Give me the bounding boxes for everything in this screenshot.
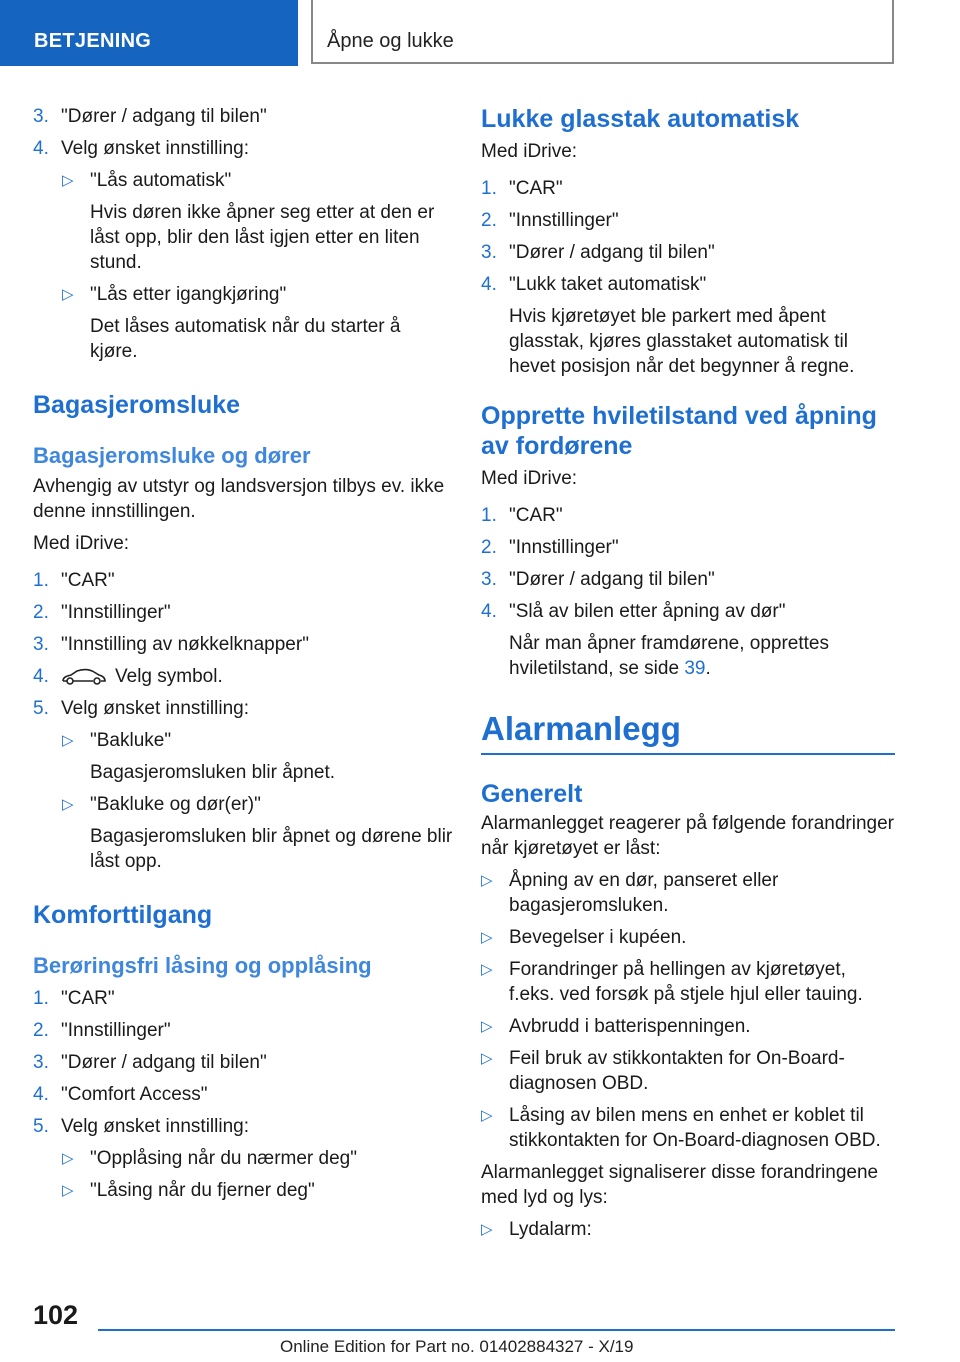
triangle-right-icon: ▷	[481, 1018, 493, 1035]
left-column	[33, 96, 453, 1203]
list-item: 3. "Dører / adgang til bilen"	[481, 242, 715, 263]
right-column	[481, 96, 895, 1242]
option-description: Det låses automatisk når du starter å kjøre.	[90, 316, 401, 362]
option-item: ▷ "Bakluke og dør(er)"	[62, 794, 261, 815]
triangle-right-icon: ▷	[481, 961, 493, 978]
intro-list	[33, 104, 453, 364]
bullet-item: ▷ Avbrudd i batterispenningen.	[481, 1016, 751, 1037]
chapter-tab	[311, 0, 894, 64]
list-item: 3. "Innstilling av nøkkelknapper"	[33, 634, 309, 655]
list-item: 2. "Innstillinger"	[33, 602, 171, 623]
option-item: ▷ "Lås automatisk"	[62, 170, 232, 191]
list-item: 5. Velg ønsket innstilling:	[33, 698, 249, 719]
bagasje-list	[33, 568, 453, 874]
list-item: 4. Velg symbol.	[33, 666, 223, 687]
list-item: 4. Velg ønsket innstilling:	[33, 138, 249, 159]
paragraph: Med iDrive:	[481, 141, 578, 162]
section-title: BETJENING	[34, 30, 152, 52]
triangle-right-icon: ▷	[62, 796, 74, 813]
list-item: 1. "CAR"	[33, 570, 115, 591]
generelt-list	[481, 868, 895, 1153]
paragraph: Med iDrive:	[481, 468, 578, 489]
page-header	[0, 0, 960, 66]
bullet-item: ▷ Lydalarm:	[481, 1219, 592, 1240]
triangle-right-icon: ▷	[62, 286, 74, 303]
paragraph: Alarmanlegget signaliserer disse forandringene med lyd og lys:	[481, 1162, 879, 1208]
triangle-right-icon: ▷	[62, 172, 74, 189]
heading-rule	[481, 753, 895, 755]
triangle-right-icon: ▷	[62, 1150, 74, 1167]
paragraph: Avhengig av utstyr og landsversjon tilbys ev. ikke denne innstillingen.	[33, 476, 445, 522]
triangle-right-icon: ▷	[481, 929, 493, 946]
triangle-right-icon: ▷	[62, 1182, 74, 1199]
triangle-right-icon: ▷	[481, 1221, 493, 1238]
paragraph: Alarmanlegget reagerer på følgende forandringer når kjøretøyet er låst:	[481, 813, 894, 859]
bullet-item: ▷ Åpning av en dør, panseret eller bagasjeromsluken.	[481, 870, 779, 916]
option-item: ▷ "Bakluke"	[62, 730, 172, 751]
list-item: 4. "Comfort Access"	[33, 1084, 208, 1105]
item-description: Hvis kjøretøyet ble parkert med åpent glasstak, kjøres glasstaket automatisk til hevet posisjon når det begynner å regne.	[509, 306, 855, 377]
list-item: 4. "Slå av bilen etter åpning av dør"	[481, 601, 786, 622]
triangle-right-icon: ▷	[481, 1107, 493, 1124]
list-item: 1. "CAR"	[33, 988, 115, 1009]
heading-hviletilstand: Opprette hviletilstand ved åpning av fordørene	[481, 402, 877, 460]
list-item: 2. "Innstillinger"	[33, 1020, 171, 1041]
paragraph: Med iDrive:	[33, 533, 130, 554]
heading-lukke-glasstak: Lukke glasstak automatisk	[481, 105, 800, 133]
option-description: Bagasjeromsluken blir åpnet og dørene blir låst opp.	[90, 826, 453, 872]
footer-edition: Online Edition for Part no. 01402884327 - X/19	[280, 1337, 634, 1356]
hvile-list	[481, 503, 895, 681]
list-item: 4. "Lukk taket automatisk"	[481, 274, 707, 295]
list-item: 1. "CAR"	[481, 178, 563, 199]
car-icon	[61, 667, 107, 687]
option-description: Bagasjeromsluken blir åpnet.	[90, 762, 336, 783]
bullet-item: ▷ Bevegelser i kupéen.	[481, 927, 687, 948]
list-item: 5. Velg ønsket innstilling:	[33, 1116, 249, 1137]
list-item: 1. "CAR"	[481, 505, 563, 526]
bullet-item: ▷ Forandringer på hellingen av kjøretøyet, f.eks. ved forsøk på stjele hjul eller tauing.	[481, 959, 863, 1005]
heading-alarmanlegg: Alarmanlegg	[481, 710, 681, 747]
triangle-right-icon: ▷	[62, 732, 74, 749]
triangle-right-icon: ▷	[481, 1050, 493, 1067]
list-item: 2. "Innstillinger"	[481, 210, 619, 231]
page-link[interactable]: 39	[684, 658, 706, 679]
subheading-beroringsfri: Berøringsfri låsing og opplåsing	[33, 953, 372, 978]
list-item: 3. "Dører / adgang til bilen"	[33, 106, 267, 127]
glass-list	[481, 176, 895, 379]
option-item: ▷ "Opplåsing når du nærmer deg"	[62, 1148, 357, 1169]
chapter-title: Åpne og lukke	[327, 30, 454, 52]
komfort-list	[33, 986, 453, 1203]
heading-bagasjeromsluke: Bagasjeromsluke	[33, 391, 241, 419]
list-item: 2. "Innstillinger"	[481, 537, 619, 558]
heading-komforttilgang: Komforttilgang	[33, 901, 213, 929]
triangle-right-icon: ▷	[481, 872, 493, 889]
option-description: Hvis døren ikke åpner seg etter at den er låst opp, blir den låst igjen etter en liten stund.	[90, 202, 435, 273]
section-tab	[0, 0, 298, 66]
option-item: ▷ "Låsing når du fjerner deg"	[62, 1180, 315, 1201]
heading-generelt: Generelt	[481, 780, 583, 808]
subheading-bagasjeromsluke-dorer: Bagasjeromsluke og dører	[33, 443, 311, 468]
item-description: Når man åpner framdørene, opprettes hviletilstand, se side 39.	[509, 633, 829, 679]
bullet-item: ▷ Feil bruk av stikkontakten for On-Board-diagnosen OBD.	[481, 1048, 845, 1094]
list-item: 3. "Dører / adgang til bilen"	[481, 569, 715, 590]
bullet-item: ▷ Låsing av bilen mens en enhet er koblet til stikkontakten for On-Board-diagnosen OBD.	[481, 1105, 881, 1151]
footer-rule	[98, 1329, 895, 1331]
page-number: 102	[33, 1300, 79, 1330]
option-item: ▷ "Lås etter igangkjøring"	[62, 284, 287, 305]
list-item: 3. "Dører / adgang til bilen"	[33, 1052, 267, 1073]
